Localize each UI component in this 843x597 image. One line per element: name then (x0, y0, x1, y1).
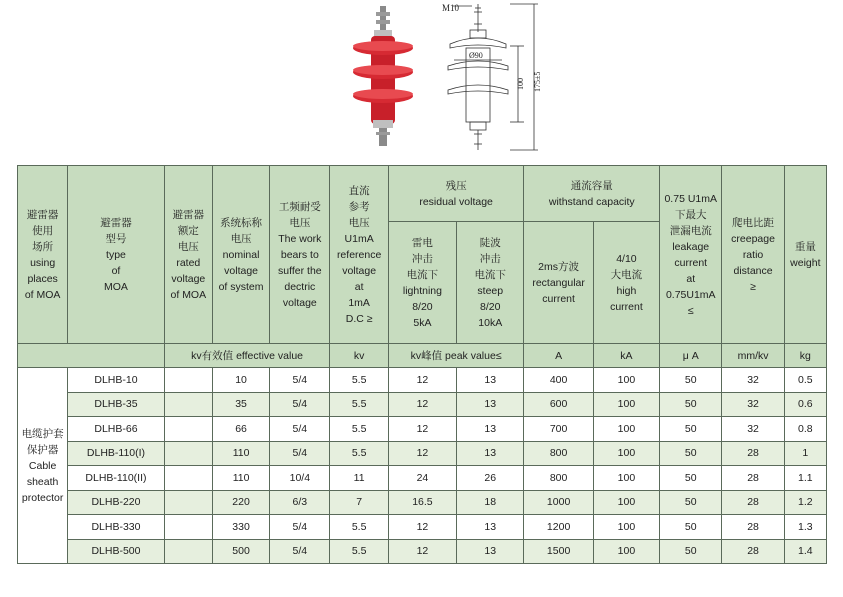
header-line: bears to (280, 248, 319, 261)
cell-rect: 800 (524, 441, 593, 466)
cell-creep: 32 (722, 417, 784, 442)
dim-height-total-label: 175±5 (533, 71, 542, 92)
cell-weight: 1.3 (784, 515, 826, 540)
header-line: 场所 (32, 240, 54, 253)
header-line: 4/10 (616, 252, 637, 265)
cell-rated (164, 466, 212, 491)
cell-leak: 50 (660, 466, 722, 491)
cell-rated (164, 441, 212, 466)
header-dc-reference (330, 166, 388, 344)
header-line: 1mA (348, 296, 370, 309)
header-line: creepage (731, 232, 775, 245)
cell-lightning: 12 (388, 539, 456, 564)
header-line: voltage (342, 264, 377, 277)
header-line: suffer the (278, 264, 322, 277)
header-line: dectric (284, 280, 316, 293)
header-nominal-voltage (212, 166, 269, 344)
unit-kg: kg (784, 344, 826, 368)
cell-rated (164, 368, 212, 393)
header-residual-voltage (388, 166, 524, 222)
header-line: 8/20 (480, 300, 501, 313)
cell-lightning: 12 (388, 515, 456, 540)
cell-rated (164, 515, 212, 540)
cell-nominal: 110 (212, 441, 269, 466)
header-usage (18, 166, 68, 344)
header-line: places (27, 272, 58, 285)
cell-freq: 5/4 (270, 515, 330, 540)
header-line: of (111, 264, 121, 277)
arrester-photo (353, 6, 413, 146)
cell-nominal: 220 (212, 490, 269, 515)
cell-freq: 5/4 (270, 392, 330, 417)
header-line: 额定 (177, 224, 199, 237)
cell-high: 100 (593, 466, 659, 491)
unit-ua: μ A (660, 344, 722, 368)
cell-rated (164, 490, 212, 515)
header-line: 电压 (289, 216, 311, 229)
cell-high: 100 (593, 368, 659, 393)
table-row (18, 515, 827, 540)
cell-steep: 13 (457, 515, 524, 540)
header-line: U1mA (344, 232, 374, 245)
header-line: 电压 (348, 216, 370, 229)
cell-lightning: 24 (388, 466, 456, 491)
header-line: 爬电比距 (732, 216, 775, 229)
header-line: weight (790, 256, 821, 269)
cell-high: 100 (593, 539, 659, 564)
cell-dc: 5.5 (330, 441, 388, 466)
header-line: 大电流 (610, 268, 643, 281)
spec-table (17, 165, 827, 564)
cell-nominal: 500 (212, 539, 269, 564)
table-row (18, 392, 827, 417)
cell-freq: 5/4 (270, 539, 330, 564)
cell-rect: 1200 (524, 515, 593, 540)
header-line: 下最大 (674, 208, 707, 221)
cell-steep: 18 (457, 490, 524, 515)
dim-thread-label: M10 (442, 3, 460, 13)
header-line: ratio (742, 248, 764, 261)
header-line: ≤ (687, 304, 694, 317)
cell-lightning: 16.5 (388, 490, 456, 515)
cell-creep: 32 (722, 368, 784, 393)
cell-steep: 13 (457, 539, 524, 564)
cell-high: 100 (593, 417, 659, 442)
header-line: using (30, 256, 56, 269)
usage-line: 电缆护套 (21, 427, 64, 440)
header-line: leakage (672, 240, 710, 253)
header-line: current (542, 292, 575, 305)
header-line: 通流容量 (570, 179, 613, 192)
header-high-current (593, 222, 659, 344)
product-figure (338, 2, 548, 152)
cell-creep: 28 (722, 515, 784, 540)
header-line: at (354, 280, 364, 293)
unit-ka: kA (593, 344, 659, 368)
header-weight (784, 166, 826, 344)
table-row (18, 417, 827, 442)
header-line: current (610, 300, 643, 313)
header-line: rated (176, 256, 201, 269)
header-line: 直流 (348, 184, 370, 197)
cell-rect: 1000 (524, 490, 593, 515)
cell-lightning: 12 (388, 392, 456, 417)
cell-high: 100 (593, 515, 659, 540)
cell-rect: 400 (524, 368, 593, 393)
cell-weight: 1 (784, 441, 826, 466)
dimension-drawing (448, 4, 538, 150)
cell-model: DLHB-10 (68, 368, 164, 393)
cell-rect: 700 (524, 417, 593, 442)
cell-dc: 11 (330, 466, 388, 491)
cell-lightning: 12 (388, 368, 456, 393)
cell-freq: 5/4 (270, 368, 330, 393)
cell-steep: 26 (457, 466, 524, 491)
cell-nominal: 35 (212, 392, 269, 417)
header-line: 避雷器 (26, 208, 59, 221)
header-line: 雷电 (411, 236, 433, 249)
header-line: ≥ (750, 280, 756, 293)
header-withstand-capacity (524, 166, 660, 222)
table-row (18, 466, 827, 491)
header-rated-voltage (164, 166, 212, 344)
cell-leak: 50 (660, 441, 722, 466)
header-rectangular (524, 222, 593, 344)
header-line: 冲击 (411, 252, 433, 265)
cell-rated (164, 417, 212, 442)
header-line: 电压 (177, 240, 199, 253)
header-line: residual voltage (419, 195, 493, 208)
header-line: 0.75U1mA (665, 288, 716, 301)
header-line: steep (477, 284, 504, 297)
header-line: 电流下 (406, 268, 439, 281)
unit-kv-effective: kv有效值 effective value (164, 344, 330, 368)
table-row (18, 368, 827, 393)
cell-leak: 50 (660, 490, 722, 515)
cell-nominal: 330 (212, 515, 269, 540)
cell-creep: 28 (722, 441, 784, 466)
cell-steep: 13 (457, 417, 524, 442)
header-line: 2ms方波 (538, 260, 580, 273)
dim-height-inner-label: 100 (516, 78, 525, 90)
header-line: 工频耐受 (278, 200, 321, 213)
dim-diameter-label: Ø90 (469, 51, 483, 60)
cell-weight: 1.4 (784, 539, 826, 564)
cell-creep: 32 (722, 392, 784, 417)
cell-model: DLHB-220 (68, 490, 164, 515)
cell-weight: 0.8 (784, 417, 826, 442)
cell-leak: 50 (660, 392, 722, 417)
header-line: 冲击 (479, 252, 501, 265)
header-freq-withstand (270, 166, 330, 344)
header-line: high (616, 284, 637, 297)
unit-kv-peak: kv峰值 peak value≤ (388, 344, 524, 368)
cell-dc: 5.5 (330, 368, 388, 393)
usage-line: protector (21, 491, 64, 504)
cell-dc: 5.5 (330, 515, 388, 540)
cell-rect: 600 (524, 392, 593, 417)
table-row (18, 490, 827, 515)
cell-weight: 1.1 (784, 466, 826, 491)
cell-freq: 5/4 (270, 441, 330, 466)
cell-leak: 50 (660, 539, 722, 564)
cell-leak: 50 (660, 515, 722, 540)
header-line: 使用 (32, 224, 54, 237)
cell-nominal: 66 (212, 417, 269, 442)
header-line: 电压 (230, 232, 252, 245)
header-line: reference (336, 248, 382, 261)
header-line: 5kA (413, 316, 432, 329)
cell-model: DLHB-330 (68, 515, 164, 540)
header-line: The work (278, 232, 322, 245)
cell-creep: 28 (722, 539, 784, 564)
header-line: 陡波 (479, 236, 501, 249)
cell-dc: 5.5 (330, 539, 388, 564)
cell-rect: 1500 (524, 539, 593, 564)
cell-model: DLHB-110(I) (68, 441, 164, 466)
cell-freq: 5/4 (270, 417, 330, 442)
header-line: lightning (402, 284, 442, 297)
header-line: 8/20 (412, 300, 433, 313)
cell-weight: 0.5 (784, 368, 826, 393)
header-model (68, 166, 164, 344)
cell-lightning: 12 (388, 441, 456, 466)
cell-creep: 28 (722, 490, 784, 515)
cell-steep: 13 (457, 441, 524, 466)
cell-leak: 50 (660, 417, 722, 442)
cell-model: DLHB-500 (68, 539, 164, 564)
cell-steep: 13 (457, 368, 524, 393)
cell-rated (164, 392, 212, 417)
cell-freq: 10/4 (270, 466, 330, 491)
header-line: D.C ≥ (345, 312, 373, 325)
cell-lightning: 12 (388, 417, 456, 442)
cell-model: DLHB-110(II) (68, 466, 164, 491)
header-line: voltage (282, 296, 317, 309)
cell-steep: 13 (457, 392, 524, 417)
cell-weight: 0.6 (784, 392, 826, 417)
header-line: 10kA (478, 316, 503, 329)
cell-rect: 800 (524, 466, 593, 491)
header-line: 避雷器 (100, 216, 132, 229)
header-line: withstand capacity (548, 195, 635, 208)
cell-high: 100 (593, 392, 659, 417)
cell-rated (164, 539, 212, 564)
header-line: of MOA (170, 288, 207, 301)
unit-mm-kv: mm/kv (722, 344, 784, 368)
table-body (18, 368, 827, 564)
cell-high: 100 (593, 441, 659, 466)
cell-high: 100 (593, 490, 659, 515)
cell-freq: 6/3 (270, 490, 330, 515)
cell-nominal: 10 (212, 368, 269, 393)
header-leakage-current (660, 166, 722, 344)
cell-weight: 1.2 (784, 490, 826, 515)
usage-line: 保护器 (26, 443, 59, 456)
cell-dc: 7 (330, 490, 388, 515)
header-steep (457, 222, 524, 344)
table-row (18, 441, 827, 466)
header-line: voltage (224, 264, 258, 277)
usage-line: sheath (26, 475, 59, 488)
header-line: type (106, 248, 126, 261)
usage-cell (18, 368, 68, 564)
header-line: voltage (171, 272, 206, 285)
header-line: 重量 (794, 240, 816, 253)
header-line: 残压 (445, 179, 467, 192)
header-line: at (686, 272, 696, 285)
cell-creep: 28 (722, 466, 784, 491)
header-lightning (388, 222, 456, 344)
header-line: 0.75 U1mA (664, 192, 717, 205)
header-line: rectangular (532, 276, 585, 289)
unit-kv: kv (330, 344, 388, 368)
header-line: 系统标称 (220, 216, 263, 229)
unit-a: A (524, 344, 593, 368)
header-line: nominal (222, 248, 260, 261)
header-line: 型号 (105, 232, 127, 245)
cell-model: DLHB-35 (68, 392, 164, 417)
cell-dc: 5.5 (330, 392, 388, 417)
header-line: 参考 (348, 200, 370, 213)
header-creepage (722, 166, 784, 344)
cell-model: DLHB-66 (68, 417, 164, 442)
header-line: of MOA (24, 288, 61, 301)
header-line: 避雷器 (172, 208, 205, 221)
cell-nominal: 110 (212, 466, 269, 491)
cell-dc: 5.5 (330, 417, 388, 442)
usage-line: Cable (28, 459, 57, 472)
header-line: MOA (104, 280, 128, 293)
cell-leak: 50 (660, 368, 722, 393)
header-line: 泄漏电流 (669, 224, 712, 237)
table-row (18, 539, 827, 564)
header-line: of system (218, 280, 264, 293)
header-line: current (674, 256, 708, 269)
header-line: 电流下 (474, 268, 507, 281)
header-line: distance (733, 264, 773, 277)
unit-blank (18, 344, 165, 368)
